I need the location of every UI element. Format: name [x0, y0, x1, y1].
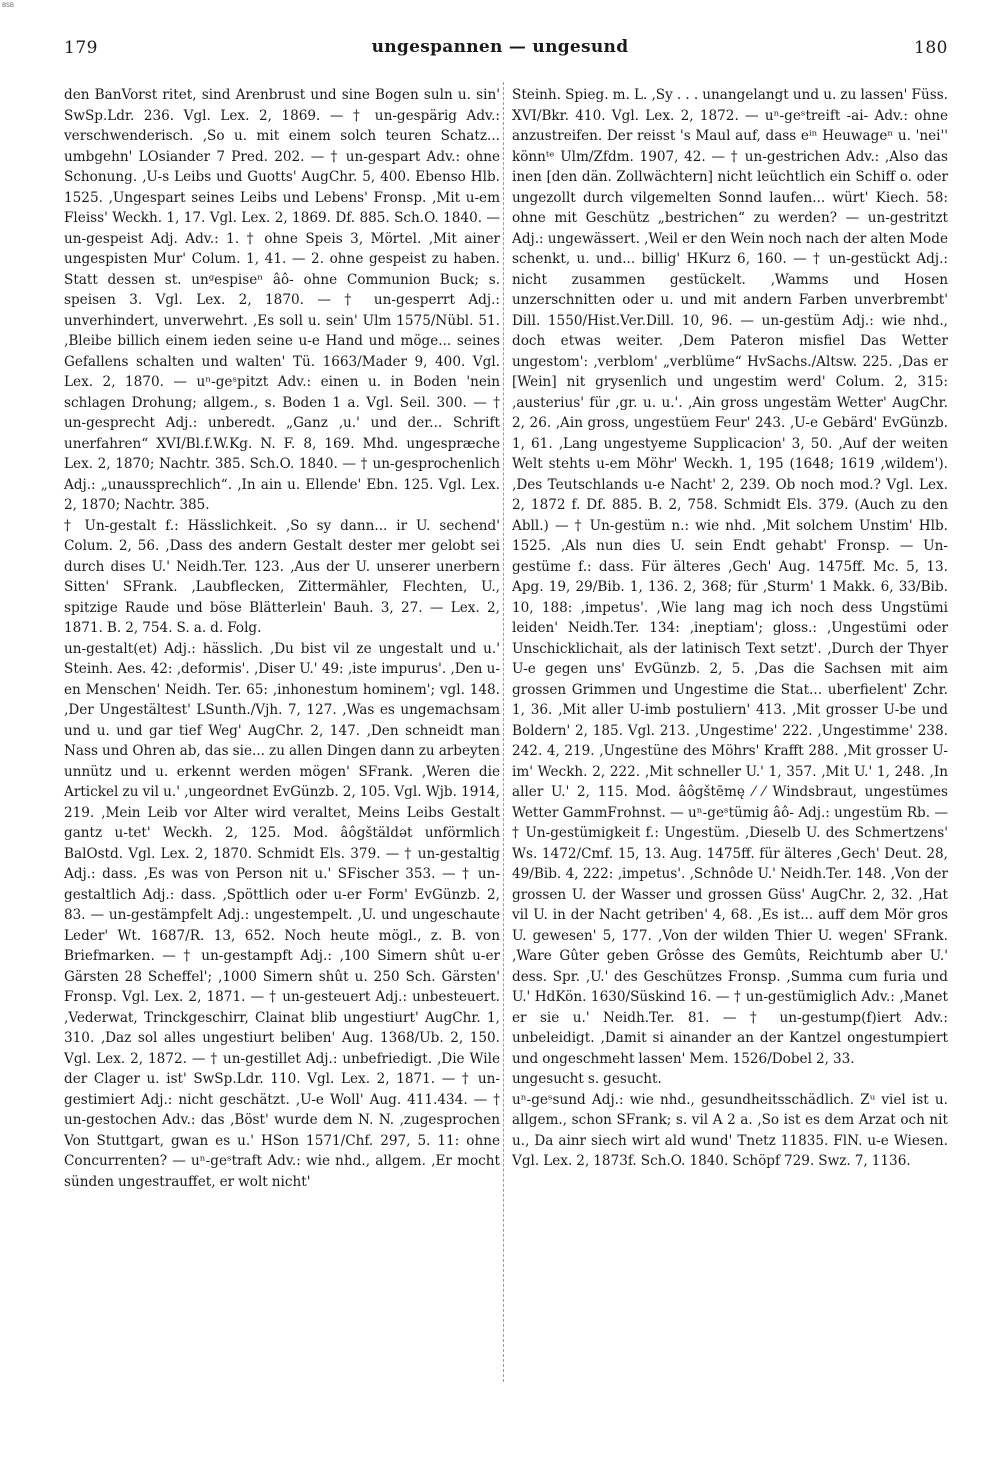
paragraph: uⁿ-geˢsund Adj.: wie nhd., gesundheitsschädlich. Zᵘ viel ist u. allgem., schon SFrank; s. vil A 2 a. ‚So ist es dem Arzat och nit u., Da ainr siech wirt ald wund' Tnetz 11835. FlN. u-e Wiesen. Vgl. Lex. 2, 1873f. Sch.O. 1840. Schöpf 729. Swz. 7, 1136. [512, 1091, 948, 1169]
paragraph: un-gestalt(et) Adj.: hässlich. ‚Du bist vil ze ungestalt und u.' Steinh. Aes. 42: ‚deformis'. ‚Diser U.' 49: ‚iste impurus'. ‚Den u-en Menschen' Neidh. Ter. 65: ‚inhonestum hominem'; vgl. 148. ‚Der Ungestältest' LSunth./Vjh. 7, 127. ‚Was es ungemachsam und u. und gar tief Weg' AugChr. 2, 147. ‚Den schneidt man Nass und Ohren ab, das sie... zu allen Dingen dann zu arbeyten unnütz und u. erkennt werden mögen' SFrank. ‚Weren die Artickel zu vil u.' ‚ungeordnet EvGünzb. 2, 105. Vgl. Wjb. 1914, 219. ‚Mein Leib vor Alter wird veraltet, Meins Leibs Gestalt gantz u-tet' Weckh. 2, 125. Mod. âôgštäldət unförmlich BalOstd. Vgl. Lex. 2, 1870. Schmidt Els. 379. — † un-gestaltig Adj.: dass. ‚Es was von Person nit u.' SFischer 353. — † un-gestaltlich Adj.: dass. ‚Spöttlich oder u-er Form' EvGünzb. 2, 83. — un-gestämpfelt Adj.: ungestempelt. ‚U. und ungeschaute Leder' Wt. 1687/R. 13, 652. Noch heute mögl., z. B. von Briefmarken. — † un-gestampft Adj.: ‚100 Simern shût u-er Gärsten 28 Scheffel'; ‚1000 Simern shût u. 250 Sch. Gärsten' Fronsp. Vgl. Lex. 2, 1871. — † un-gesteuert Adj.: unbesteuert. ‚Vederwat, Trinckgeschirr, Clainat blib ungestiurt' AugChr. 1, 310. ‚Daz sol alles ungestiurt beliben' Aug. 1368/Ub. 2, 150. Vgl. Lex. 2, 1872. — † un-gestillet Adj.: unbefriedigt. ‚Die Wile der Clager u. ist' SwSp.Ldr. 110. Vgl. Lex. 2, 1871. — † un-gestimiert Adj.: nicht geschätzt. ‚U-e Woll' Aug. 411.434. — † un-gestochen Adv.: das ‚Böst' wurde dem N. N. ‚zugesprochen Von Stuttgart, gwan es u.' HSon 1571/Chf. 297, 5. 11: ohne Concurrenten? — uⁿ-geˢtraft Adv.: wie nhd., allgem. ‚Er mocht sünden ungestrauffet, er wolt nicht' [64, 640, 500, 1190]
column-divider [503, 82, 504, 1382]
left-column [64, 85, 500, 1192]
paragraph: ungesucht s. gesucht. [512, 1071, 662, 1087]
paragraph: † Un-gestalt f.: Hässlichkeit. ‚So sy dann... ir U. sechend' Colum. 2, 56. ‚Dass des andern Gestalt dester mer gelobt sei durch dises U.' Neidh.Ter. 123. ‚Aus der U. unserer unerbern Sitten' SFrank. ‚Laubflecken, Zittermähler, Flechten, U., spitzige Raude und böse Blätterlein' Bauh. 3, 27. — Lex. 2, 1871. B. 2, 754. S. a. d. Folg. [64, 517, 500, 636]
page-number-left: 179 [64, 38, 98, 58]
paragraph: den BanVorst ritet, sind Arenbrust und sine Bogen suln u. sin' SwSp.Ldr. 236. Vgl. Lex. 2, 1869. — † un-gespärig Adv.: verschwenderisch. ‚So u. mit einem solch teuren Schatz... umbgehn' LOsiander 7 Pred. 202. — † un-gespart Adv.: ohne Schonung. ‚U-s Leibs und Guotts' AugChr. 5, 400. Ebenso Hlb. 1525. ‚Ungespart seines Leibs und Lebens' Fronsp. ‚Mit u-em Fleiss' Weckh. 1, 17. Vgl. Lex. 2, 1869. Df. 885. Sch.O. 1840. — un-gespeist Adj. Adv.: 1. † ohne Speis 3, Mörtel. ‚Mit ainer ungespisten Mur' Colum. 1, 41. — 2. ohne gespeist zu haben. Statt dessen st. unᵍespiseⁿ âô- ohne Communion Buck; s. speisen 3. Vgl. Lex. 2, 1870. — † un-gesperrt Adj.: unverhindert, unverwehrt. ‚Es soll u. sein' Ulm 1575/Nübl. 51. ‚Bleibe billich einem ieden seine u-e Hand und möge... seines Gefallens schalten und walten' Tü. 1663/Mader 9, 400. Vgl. Lex. 2, 1870. — uⁿ-geˢpitzt Adv.: einen u. in Boden 'nein schlagen Drohung; allgem., s. Boden 1 a. Vgl. Seil. 300. — † un-gesprecht Adj.: unberedt. „Ganz ‚u.' und der... Schrift unerfahren“ XVI/Bl.f.W.Kg. N. F. 8, 169. Mhd. ungespræche Lex. 2, 1870; Nachtr. 385. Sch.O. 1840. — † un-gesprochenlich Adj.: „unaussprechlich“. ‚In ain u. Ellende' Ebn. 125. Vgl. Lex. 2, 1870; Nachtr. 385. [64, 87, 500, 513]
running-head: ungespannen — ungesund [371, 37, 629, 57]
paragraph: Steinh. Spieg. m. L. ‚Sy . . . unangelangt und u. zu lassen' Füss. XVI/Bkr. 410. Vgl. Lex. 2, 1872. — uⁿ-geˢtreift -ai- Adv.: ohne anzustreifen. Der reisst 's Maul auf, dass eⁱⁿ Heuwageⁿ u. 'nei'' könnᵗᵉ Ulm/Zfdm. 1907, 42. — † un-gestrichen Adv.: ‚Also das inen [den dän. Zollwächtern] nicht leüchtlich ein Schiff o. oder ungezollt durch vilgemelten Sonnd laufen... würt' Kiech. 58: ohne mit Geschütz „bestrichen“ zu werden? — un-gestritzt Adj.: ungewässert. ‚Weil er den Wein noch nach der alten Mode schenkt, u. und... billig' HKurz 6, 160. — † un-gestückt Adj.: nicht zusammen gestückelt. ‚Wamms und Hosen unzerschnitten oder u. und mit andern Farben unverbrembt' Dill. 1550/Hist.Ver.Dill. 10, 96. — un-gestüm Adj.: wie nhd., doch etwas weiter. ‚Dem Pateron misfiel Das Wetter ungestom': ‚verblom' „verblüme“ HvSachs./Altsw. 225. ‚Das er [Wein] nit grysenlich und ungestim werd' Colum. 2, 315: ‚austerius' für ‚gr. u. u.'. ‚Ain gross ungestäm Wetter' AugChr. 2, 26. ‚Ain gross, ungestüem Feur' 243. ‚U-e Gebärd' EvGünzb. 1, 61. ‚Lang ungestyeme Supplicacion' 3, 50. ‚Auf der weiten Welt stehts u-em Möhr' Weckh. 1, 195 (1648; 1619 ‚wildem'). ‚Des Teutschlands u-e Nacht' 2, 239. Ob noch mod.? Vgl. Lex. 2, 1872 f. Df. 885. B. 2, 758. Schmidt Els. 379. (Auch zu den Abll.) — † Un-gestüm n.: wie nhd. ‚Mit solchem Unstim' Hlb. 1525. ‚Als nun dies U. sein Endt gehabt' Fronsp. — Un-gestüme f.: dass. Für älteres ‚Gech' Aug. 1475ff. Mc. 5, 13. Apg. 19, 29/Bib. 1, 136. 2, 368; für ‚Sturm' 1 Makk. 6, 33/Bib. 10, 188: ‚impetus'. ‚Wie lang mag ich noch dess Ungstümi leiden' Neidh.Ter. 134: ‚ineptiam'; gloss.: ‚Ungestümi oder Unschicklichait, als der latinisch Text setzt'. ‚Durch der Thyer U-e gegen uns' EvGünzb. 2, 5. ‚Das die Sachsen mit aim grossen Grimmen und Ungestime die Stat... uberfielent' Zchr. 1, 36. ‚Mit aller U-imb postuliern' 413. ‚Mit grosser U-be und Boldern' 2, 185. Vgl. 213. ‚Ungestime' 222. ‚Ungestimme' 238. 242. 4, 219. ‚Ungestüne des Möhrs' Krafft 288. ‚Mit grosser U-im' Weckh. 2, 222. ‚Mit schneller U.' 1, 357. ‚Mit U.' 1, 248. ‚In aller U.' 2, 115. Mod. âôgštēmę ⁄ ⁄ Windsbraut, ungestümes Wetter GammFrohnst. — uⁿ-geˢtümig âô- Adj.: ungestüm Rb. — † Un-gestümigkeit f.: Ungestüm. ‚Dieselb U. des Schmertzens' Ws. 1472/Cmf. 15, 13. Aug. 1475ff. für älteres ‚Gech' Deut. 28, 49/Bib. 4, 222: ‚impetus'. ‚Schnôde U.' Neidh.Ter. 148. ‚Von der grossen U. der Wasser und grossen Güss' AugChr. 2, 32. ‚Hat vil U. in der Nacht getriben' 4, 68. ‚Es ist... auff dem Mör gros U. gewesen' 5, 177. ‚Von der wilden Thier U. wegen' SFrank. ‚Ware Gûter geben Grôsse des Gemûts, Reichtumb aber U.' dess. Spr. ‚U.' des Geschützes Fronsp. ‚Summa cum furia und U.' HdKön. 1630/Süskind 16. — † un-gestümiglich Adv.: ‚Manet er sie u.' Neidh.Ter. 81. — † un-gestump(f)iert Adv.: unbeleidigt. ‚Damit si ainander an der Kantzel ongestumpiert und ongeschmeht lassen' Mem. 1526/Dobel 2, 33. [512, 87, 948, 1067]
right-column [512, 85, 948, 1172]
page-number-right: 180 [914, 38, 948, 58]
library-stamp: BSB [2, 2, 14, 9]
